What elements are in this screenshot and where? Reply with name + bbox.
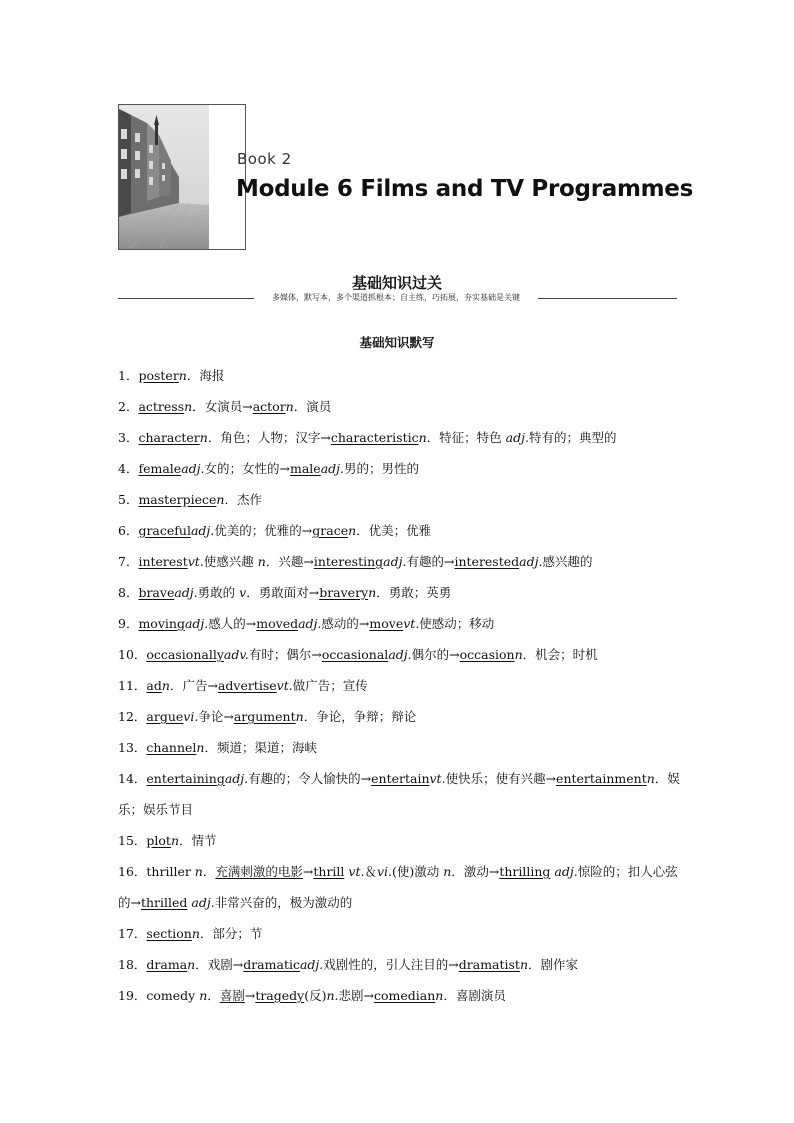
answer-word: plot xyxy=(146,833,171,848)
item-text: 12． xyxy=(118,709,147,724)
answer-word: occasion xyxy=(459,647,515,662)
answer-word: characteristic xyxy=(330,430,419,445)
item-text: → xyxy=(302,864,314,879)
answer-word: dramatic xyxy=(243,957,300,972)
answer-word: 喜剧 xyxy=(219,988,245,1003)
part-of-speech: adj. xyxy=(383,554,407,569)
item-text: ． xyxy=(202,864,216,879)
part-of-speech: n xyxy=(216,492,225,507)
item-text: 14． xyxy=(118,771,147,786)
item-text: ．演员 xyxy=(293,399,332,414)
vocab-item xyxy=(118,980,680,1011)
item-text: 7． xyxy=(118,554,139,569)
part-of-speech: vi. xyxy=(376,864,393,879)
answer-word: 充满刺激的电影 xyxy=(215,864,303,879)
answer-word: masterpiece xyxy=(138,492,217,507)
part-of-speech: vt. xyxy=(429,771,446,786)
answer-word: tragedy xyxy=(255,988,305,1003)
answer-word: moving xyxy=(138,616,185,631)
item-text: 10． xyxy=(118,647,147,662)
part-of-speech: adj. xyxy=(184,616,209,631)
part-of-speech: adj. xyxy=(174,585,198,600)
item-text: ．机会；时机 xyxy=(522,647,598,662)
item-text: 争论→ xyxy=(198,709,234,724)
item-text: 勇敢的 xyxy=(197,585,240,600)
item-text: 戏剧性的，引人注目的→ xyxy=(323,957,459,972)
vocab-item xyxy=(118,422,680,453)
part-of-speech: n xyxy=(285,399,294,414)
item-text: 11． xyxy=(118,678,147,693)
vocab-item xyxy=(118,484,680,515)
part-of-speech: v xyxy=(239,585,247,600)
part-of-speech: adj. xyxy=(224,771,249,786)
item-text: 13． xyxy=(118,740,147,755)
item-text: 9． xyxy=(118,616,139,631)
item-text: 1． xyxy=(118,368,139,383)
vocab-item xyxy=(118,856,680,918)
answer-word: female xyxy=(138,461,182,476)
divider-right xyxy=(538,298,677,299)
item-text: 做广告；宣传 xyxy=(292,678,368,693)
part-of-speech: n xyxy=(187,957,196,972)
item-text: → xyxy=(244,988,256,1003)
part-of-speech: n xyxy=(418,430,427,445)
answer-word: entertaining xyxy=(146,771,225,786)
item-text: 有时；偶尔→ xyxy=(248,647,322,662)
answer-word: argue xyxy=(146,709,184,724)
answer-word: brave xyxy=(138,585,175,600)
answer-word: comedian xyxy=(374,988,436,1003)
answer-word: male xyxy=(289,461,321,476)
answer-word: entertain xyxy=(371,771,430,786)
part-of-speech: n xyxy=(170,833,180,848)
item-text: ．杰作 xyxy=(224,492,262,507)
vocab-item xyxy=(118,577,680,608)
answer-word: actress xyxy=(138,399,185,414)
subsection-title: 基础知识默写 xyxy=(359,335,435,350)
answer-word: section xyxy=(146,926,192,941)
item-text: ．娱乐；娱乐节目 xyxy=(118,771,680,817)
module-title: Module 6 Films and TV Programmes xyxy=(236,176,693,202)
part-of-speech: n xyxy=(199,988,208,1003)
part-of-speech: adj. xyxy=(388,647,412,662)
part-of-speech: n xyxy=(348,523,357,538)
item-text: 19．comedy xyxy=(118,988,200,1003)
answer-word: moved xyxy=(256,616,299,631)
part-of-speech: adj. xyxy=(519,554,543,569)
answer-word: advertise xyxy=(217,678,277,693)
part-of-speech: n xyxy=(519,957,529,972)
item-text: 非常兴奋的，极为激动的 xyxy=(214,895,353,910)
answer-word: actor xyxy=(252,399,286,414)
vocab-item xyxy=(118,639,680,670)
answer-word: occasional xyxy=(321,647,389,662)
answer-word: channel xyxy=(146,740,197,755)
part-of-speech: n xyxy=(295,709,304,724)
part-of-speech: n xyxy=(161,678,170,693)
book-label: Book 2 xyxy=(237,150,292,168)
item-text: ．特征；特色 xyxy=(426,430,506,445)
part-of-speech: n xyxy=(184,399,193,414)
part-of-speech: adj. xyxy=(554,864,578,879)
answer-word: bravery xyxy=(319,585,369,600)
item-text: ．勇敢面对→ xyxy=(246,585,320,600)
answer-word: interest xyxy=(138,554,188,569)
item-text: ． xyxy=(207,988,220,1003)
item-text: ．勇敢；英勇 xyxy=(376,585,452,600)
answer-word: drama xyxy=(146,957,188,972)
item-text: ．部分；节 xyxy=(199,926,263,941)
item-text: ．剧作家 xyxy=(528,957,579,972)
vocabulary-list xyxy=(118,360,680,1011)
item-text: (使)激动 xyxy=(392,864,444,879)
part-of-speech: n. xyxy=(326,988,339,1003)
item-text: ＆ xyxy=(364,864,377,879)
item-text: 感动的→ xyxy=(321,616,370,631)
item-text: 5． xyxy=(118,492,139,507)
item-text: ．优美；优雅 xyxy=(356,523,432,538)
item-text: ．角色；人物；汉字→ xyxy=(207,430,331,445)
vocab-item xyxy=(118,391,680,422)
item-text: ．争论，争辩；辩论 xyxy=(303,709,417,724)
street-photo xyxy=(119,105,209,249)
item-text: 3． xyxy=(118,430,139,445)
part-of-speech: n xyxy=(443,864,452,879)
part-of-speech: adj. xyxy=(190,523,215,538)
item-text: 感人的→ xyxy=(208,616,257,631)
answer-word: dramatist xyxy=(458,957,520,972)
part-of-speech: n xyxy=(257,554,266,569)
item-text: 15． xyxy=(118,833,147,848)
section-subtitle: 多媒体，默写本，多个渠道抓根本；自主练，巧拓展，夯实基础是关键 xyxy=(272,293,520,302)
answer-word: argument xyxy=(233,709,296,724)
item-text: 使感兴趣 xyxy=(203,554,258,569)
item-text: ．戏剧→ xyxy=(195,957,244,972)
item-text: ．海报 xyxy=(186,368,225,383)
part-of-speech: vt. xyxy=(403,616,420,631)
answer-word: ad xyxy=(146,678,162,693)
item-text: 优美的；优雅的→ xyxy=(214,523,313,538)
answer-word: entertainment xyxy=(556,771,647,786)
part-of-speech: vt. xyxy=(348,864,365,879)
answer-word: interested xyxy=(454,554,520,569)
part-of-speech: n xyxy=(435,988,444,1003)
vocab-item xyxy=(118,670,680,701)
answer-word: thrilling xyxy=(499,864,551,879)
vocab-item xyxy=(118,918,680,949)
item-text: ．女演员→ xyxy=(192,399,253,414)
vocab-item xyxy=(118,608,680,639)
part-of-speech: adj. xyxy=(298,616,322,631)
vocab-item xyxy=(118,763,680,825)
part-of-speech: n xyxy=(191,926,200,941)
part-of-speech: n xyxy=(514,647,523,662)
part-of-speech: adv. xyxy=(223,647,249,662)
item-text: 18． xyxy=(118,957,147,972)
part-of-speech: adj. xyxy=(299,957,324,972)
part-of-speech: n xyxy=(199,430,208,445)
part-of-speech: n xyxy=(178,368,187,383)
item-text: 偶尔的→ xyxy=(411,647,460,662)
vocab-item xyxy=(118,949,680,980)
answer-word: occasionally xyxy=(146,647,224,662)
section-title: 基础知识过关 xyxy=(351,274,442,292)
item-text: 2． xyxy=(118,399,139,414)
item-text: ．情节 xyxy=(179,833,217,848)
item-text: ．频道；渠道；海峡 xyxy=(204,740,317,755)
item-text: 16．thriller xyxy=(118,864,195,879)
item-text: 惊险的；扣人心弦的→ xyxy=(118,864,678,910)
answer-word: thrill xyxy=(313,864,345,879)
item-text: 悲剧→ xyxy=(338,988,375,1003)
item-text: ．激动→ xyxy=(451,864,500,879)
answer-word: graceful xyxy=(138,523,191,538)
vocab-item xyxy=(118,453,680,484)
answer-word: interesting xyxy=(313,554,384,569)
item-text: 有趣的→ xyxy=(406,554,455,569)
vocab-item xyxy=(118,360,680,391)
item-text: 6． xyxy=(118,523,139,538)
answer-word: poster xyxy=(138,368,179,383)
vocab-item xyxy=(118,515,680,546)
vocab-item xyxy=(118,732,680,763)
item-text: 17． xyxy=(118,926,147,941)
item-text: ．喜剧演员 xyxy=(443,988,506,1003)
item-text: 使快乐；使有兴趣→ xyxy=(445,771,557,786)
answer-word: grace xyxy=(312,523,349,538)
part-of-speech: vt. xyxy=(187,554,204,569)
part-of-speech: n xyxy=(646,771,655,786)
part-of-speech: adj. xyxy=(505,430,529,445)
part-of-speech: vt. xyxy=(276,678,293,693)
item-text: ．兴趣→ xyxy=(265,554,314,569)
part-of-speech: adj. xyxy=(181,461,205,476)
part-of-speech: n xyxy=(194,864,203,879)
item-text: 8． xyxy=(118,585,139,600)
street-photo-illustration xyxy=(119,105,209,249)
item-text: 4． xyxy=(118,461,139,476)
item-text: 使感动；移动 xyxy=(419,616,495,631)
item-text: 有趣的；令人愉快的→ xyxy=(248,771,372,786)
item-text: 男的；男性的 xyxy=(344,461,420,476)
item-text: ．广告→ xyxy=(169,678,218,693)
part-of-speech: n xyxy=(196,740,205,755)
header-image-frame xyxy=(118,104,246,250)
answer-word: character xyxy=(138,430,200,445)
item-text: 女的；女性的→ xyxy=(204,461,290,476)
vocab-item xyxy=(118,825,680,856)
item-text: 感兴趣的 xyxy=(542,554,593,569)
part-of-speech: adj. xyxy=(320,461,344,476)
vocab-item xyxy=(118,701,680,732)
answer-word: thrilled xyxy=(140,895,188,910)
vocab-item xyxy=(118,546,680,577)
answer-word: move xyxy=(369,616,404,631)
part-of-speech: n xyxy=(368,585,377,600)
item-text: 特有的；典型的 xyxy=(528,430,617,445)
divider-left xyxy=(118,298,254,299)
part-of-speech: vi. xyxy=(183,709,199,724)
part-of-speech: adj. xyxy=(191,895,215,910)
item-text: (反) xyxy=(304,988,327,1003)
